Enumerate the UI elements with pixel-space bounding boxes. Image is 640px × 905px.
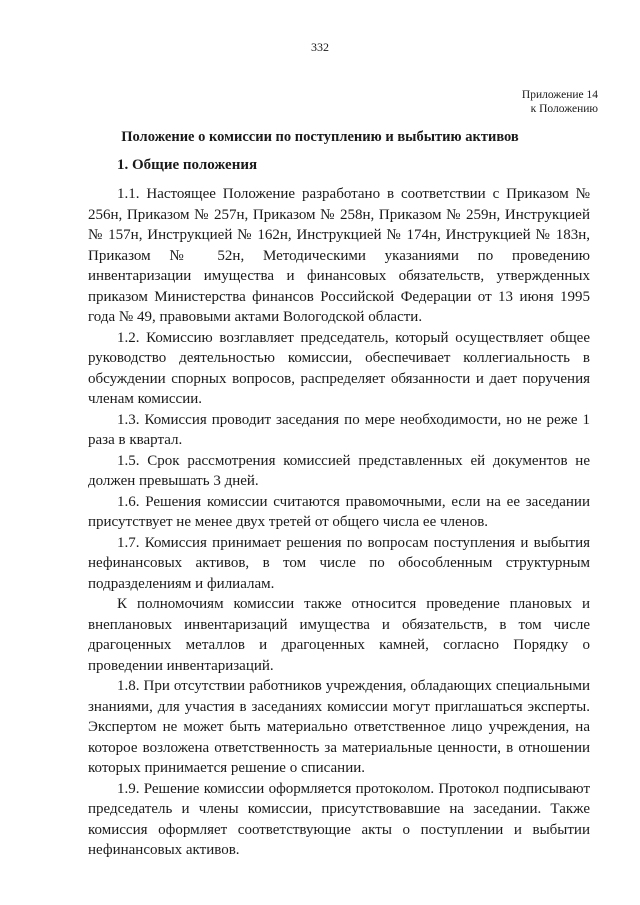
section-heading: 1. Общие положения — [117, 157, 258, 173]
document-title: Положение о комиссии по поступлению и выбытию активов — [121, 129, 519, 145]
appendix-note — [522, 88, 598, 116]
paragraph-powers: К полномочиям комиссии также относится проведение плановых и внеплановых инвентаризаций имущества и обязательств, в том числе драгоценных металлов и драгоценных камней, согласно Порядку о проведении инвентаризаций. — [88, 596, 590, 674]
paragraph-1-8: 1.8. При отсутствии работников учреждения, обладающих специальными знаниями, для участия в заседаниях комиссии могут приглашаться эксперты. Экспертом не может быть материально ответственное лицо учреждения, на которое возложена ответственность за материальные ценности, в отношении которых принимается решение о списании. — [88, 678, 590, 776]
appendix-line-1: Приложение 14 — [521, 89, 598, 101]
paragraph-1-2: 1.2. Комиссию возглавляет председатель, который осуществляет общее руководство деятельностью комиссии, обеспечивает коллегиальность в обсуждении спорных вопросов, распределяет обязанности и дает поручения членам комиссии. — [88, 329, 590, 407]
section-body — [88, 184, 590, 861]
page-number: 332 — [311, 40, 329, 54]
paragraph-1-6: 1.6. Решения комиссии считаются правомочными, если на ее заседании присутствует не менее двух третей от общего числа ее членов. — [88, 493, 590, 530]
paragraph-1-1: 1.1. Настоящее Положение разработано в соответствии с Приказом № 256н, Приказом № 257н, Приказом № 258н, Приказом № 259н, Инструкцией № 157н, Инструкцией № 162н, Инструкцией № 174н, Инструкцией № 183н, Приказом № 52н, Методическими указаниями по проведению инвентаризации имущества и финансовых обязательств, утвержденных приказом Министерства финансов Российской Федерации от 13 июня 1995 года № 49, правовыми актами Вологодской области. — [88, 186, 590, 325]
paragraph-1-9: 1.9. Решение комиссии оформляется протоколом. Протокол подписывают председатель и члены комиссии, присутствовавшие на заседании. Также комиссия оформляет соответствующие акты о поступлении и выбытии нефинансовых активов. — [88, 780, 590, 858]
paragraph-1-5: 1.5. Срок рассмотрения комиссией представленных ей документов не должен превышать 3 дней. — [88, 452, 590, 489]
paragraph-1-7: 1.7. Комиссия принимает решения по вопросам поступления и выбытия нефинансовых активов, в том числе по обособленным структурным подразделениям и филиалам. — [88, 534, 590, 592]
paragraph-1-3: 1.3. Комиссия проводит заседания по мере необходимости, но не реже 1 раза в квартал. — [88, 411, 590, 448]
appendix-line-2: к Положению — [530, 103, 598, 115]
